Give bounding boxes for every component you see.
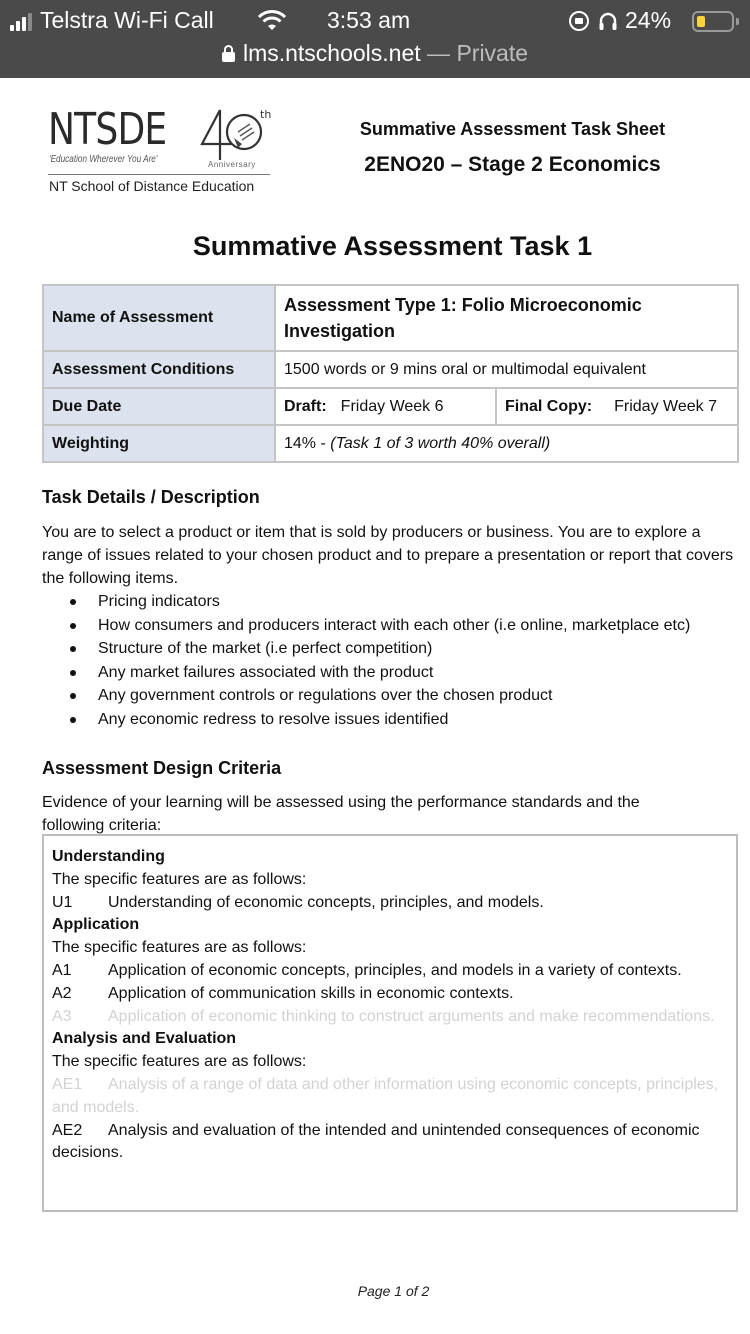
logo-th: th	[260, 108, 272, 121]
final-copy-value: Friday Week 7	[614, 397, 717, 415]
logo-divider	[48, 174, 270, 175]
task-details-heading: Task Details / Description	[42, 487, 260, 507]
list-item	[42, 708, 747, 732]
criterion-text: Analysis of a range of data and other information using economic concepts, principles, and models.	[52, 1075, 719, 1116]
list-item	[42, 684, 747, 708]
criterion-u1	[52, 892, 728, 915]
bullet-icon	[70, 717, 76, 723]
private-mode-label: Private	[456, 40, 529, 66]
sheet-title: Summative Assessment Task Sheet	[359, 119, 666, 139]
criterion-ae2	[52, 1120, 728, 1166]
battery-level	[697, 16, 705, 27]
criterion-text: Application of communication skills in economic contexts.	[108, 984, 514, 1002]
weighting-label: Weighting	[43, 425, 275, 462]
battery-tip	[736, 18, 739, 25]
bullet-icon	[70, 599, 76, 605]
criterion-code: U1	[52, 893, 73, 911]
list-item-text: Structure of the market (i.e perfect competition)	[98, 640, 433, 658]
ntsde-logo	[48, 106, 278, 198]
page-title: Summative Assessment Task 1	[192, 231, 593, 261]
course-title: 2ENO20 – Stage 2 Economics	[364, 153, 661, 176]
status-bar	[0, 6, 750, 36]
browser-top-bar	[0, 0, 750, 78]
criterion-text: Analysis and evaluation of the intended and unintended consequences of economic decisions.	[52, 1121, 700, 1162]
criterion-ae1	[52, 1074, 728, 1120]
lock-icon	[222, 45, 235, 62]
final-copy-cell	[496, 388, 738, 425]
battery-icon	[692, 11, 734, 32]
list-item	[42, 590, 747, 614]
final-copy-label: Final Copy:	[505, 397, 593, 415]
criteria-box	[42, 834, 738, 1212]
criterion-text: Understanding of economic concepts, principles, and models.	[108, 893, 544, 911]
list-item	[42, 637, 747, 661]
due-date-label: Due Date	[43, 388, 275, 425]
assessment-conditions-label: Assessment Conditions	[43, 351, 275, 388]
design-criteria-intro: Evidence of your learning will be assessed using the performance standards and the following criteria:	[42, 794, 640, 834]
table-row	[43, 285, 738, 351]
bullet-icon	[70, 693, 76, 699]
list-item-text: Any market failures associated with the product	[98, 663, 434, 681]
design-criteria-heading: Assessment Design Criteria	[42, 758, 282, 778]
weighting-value: 14% -	[284, 434, 331, 452]
bullet-icon	[70, 623, 76, 629]
headphones-icon	[598, 10, 618, 32]
bullet-icon	[70, 670, 76, 676]
rotation-lock-icon	[569, 11, 589, 31]
url-bar[interactable]	[0, 40, 750, 67]
list-item-text: How consumers and producers interact with each other (i.e online, marketplace etc)	[98, 616, 691, 634]
category-analysis-evaluation: Analysis and Evaluation	[52, 1030, 237, 1048]
features-text: The specific features are as follows:	[52, 870, 307, 888]
weighting-note: (Task 1 of 3 worth 40% overall)	[330, 434, 551, 452]
list-item	[42, 661, 747, 685]
task-details-intro: You are to select a product or item that is sold by producers or business. You are to explore a range of issues related to your chosen product and to prepare a presentation or report that covers the following items.	[42, 524, 734, 587]
draft-value: Friday Week 6	[340, 397, 444, 415]
clock: 3:53 am	[327, 7, 411, 33]
criterion-code: A3	[52, 1007, 72, 1025]
criterion-code: A2	[52, 984, 72, 1002]
criterion-a1	[52, 960, 728, 983]
list-item-text: Any economic redress to resolve issues identified	[98, 710, 449, 728]
list-item-text: Any government controls or regulations over the chosen product	[98, 687, 553, 705]
criterion-text: Application of economic thinking to construct arguments and make recommendations.	[108, 1007, 715, 1025]
page-number: Page 1 of 2	[357, 1283, 430, 1299]
table-row	[43, 351, 738, 388]
criterion-a3	[52, 1006, 728, 1029]
name-of-assessment-value: Assessment Type 1: Folio Microeconomic Investigation	[284, 295, 642, 341]
features-text: The specific features are as follows:	[52, 939, 307, 957]
category-understanding: Understanding	[52, 848, 165, 865]
draft-label: Draft:	[284, 397, 327, 415]
name-of-assessment-label: Name of Assessment	[43, 285, 275, 351]
school-name: NT School of Distance Education	[49, 178, 255, 194]
category-application: Application	[52, 916, 140, 934]
assessment-conditions-value: 1500 words or 9 mins oral or multimodal equivalent	[275, 351, 738, 388]
list-item	[42, 614, 747, 638]
criterion-a2	[52, 983, 728, 1006]
signal-icon	[10, 15, 32, 31]
criterion-text: Application of economic concepts, principles, and models in a variety of contexts.	[108, 961, 682, 979]
criterion-code: AE2	[52, 1121, 83, 1139]
logo-wordmark: NTSDE	[48, 104, 167, 155]
url-separator: —	[420, 40, 457, 66]
criterion-code: AE1	[52, 1075, 83, 1093]
task-items-list	[42, 590, 747, 732]
logo-tagline: 'Education Wherever You Are'	[49, 154, 158, 165]
wifi-icon	[257, 8, 287, 32]
weighting-cell	[275, 425, 738, 462]
logo-anniversary: Anniversary	[208, 160, 256, 169]
assessment-info-table	[42, 284, 739, 463]
list-item-text: Pricing indicators	[98, 593, 220, 610]
battery-percent: 24%	[625, 7, 672, 33]
features-text: The specific features are as follows:	[52, 1053, 307, 1071]
draft-cell	[275, 388, 496, 425]
carrier-name: Telstra Wi-Fi Call	[40, 7, 214, 33]
bullet-icon	[70, 646, 76, 652]
table-row	[43, 425, 738, 462]
criterion-code: A1	[52, 961, 72, 979]
table-row	[43, 388, 738, 425]
url-host[interactable]: lms.ntschools.net	[242, 40, 421, 66]
